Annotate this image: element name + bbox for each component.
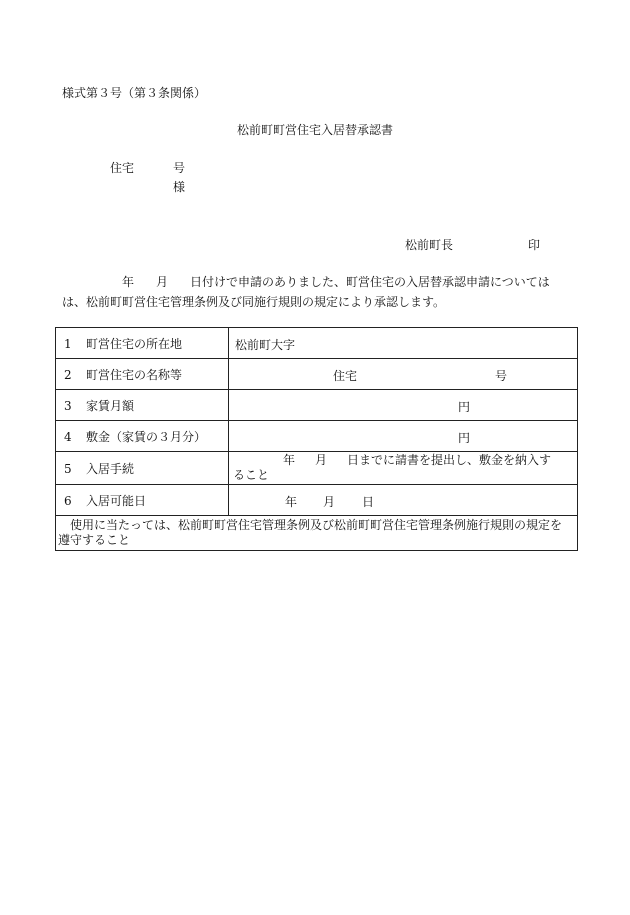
row-label (56, 328, 229, 359)
row-number: 4 (64, 429, 72, 444)
approval-body-text (62, 272, 582, 312)
addressee-number-label: 号 (173, 161, 186, 175)
row-label (56, 359, 229, 390)
document-title: 松前町町営住宅入居替承認書 (236, 123, 393, 137)
row-label (56, 390, 229, 421)
row-label (56, 452, 229, 485)
row-number: 3 (64, 398, 72, 413)
row-label-text: 家賃月額 (86, 398, 135, 413)
row-label (56, 421, 229, 452)
row-label (56, 485, 229, 516)
body-line1-text: 日付けで申請のありました、町営住宅の入居替承認申請については (190, 275, 550, 289)
usage-note: 使用に当たっては、松前町町営住宅管理条例及び松前町町営住宅管理条例施行規則の規定を遵守すること (58, 518, 563, 547)
location-value: 松前町大字 (235, 338, 296, 352)
issuer-name: 松前町長 (405, 238, 454, 252)
row-label-text: 入居可能日 (86, 493, 147, 508)
table-row (56, 516, 578, 551)
body-line-1 (62, 272, 582, 292)
row-value (229, 421, 578, 452)
table-row (56, 359, 578, 390)
body-month: 月 (156, 275, 169, 289)
addressee-housing-label: 住宅 (110, 161, 135, 175)
row-number: 2 (64, 367, 72, 382)
row-number: 6 (64, 493, 72, 508)
procedure-text-line1: 日までに請書を提出し、敷金を納入す (347, 453, 552, 467)
procedure-text (229, 452, 577, 484)
details-table (55, 327, 578, 551)
row-number: 1 (64, 336, 72, 351)
seal-mark: 印 (528, 238, 541, 252)
available-month: 月 (323, 495, 336, 509)
row-number: 5 (64, 461, 72, 476)
body-year: 年 (122, 275, 135, 289)
table-row (56, 421, 578, 452)
form-number: 様式第３号（第３条関係） (62, 86, 207, 100)
body-line-2: は、松前町町営住宅管理条例及び同施行規則の規定により承認します。 (62, 295, 446, 309)
procedure-month: 月 (315, 453, 328, 467)
row-value (229, 485, 578, 516)
table-row (56, 328, 578, 359)
rent-unit: 円 (458, 400, 471, 414)
addressee-honorific: 様 (173, 180, 186, 194)
row-value (229, 452, 578, 485)
table-row (56, 452, 578, 485)
row-label-text: 町営住宅の名称等 (86, 367, 183, 382)
procedure-year: 年 (283, 453, 296, 467)
housing-name-label: 住宅 (333, 369, 358, 383)
deposit-unit: 円 (458, 431, 471, 445)
row-value (229, 359, 578, 390)
row-value (229, 390, 578, 421)
row-label-text: 町営住宅の所在地 (86, 336, 183, 351)
row-value (229, 328, 578, 359)
note-cell (56, 516, 578, 551)
available-day: 日 (362, 495, 375, 509)
row-label-text: 敷金（家賃の３月分） (86, 429, 207, 444)
procedure-text-line2: ること (233, 468, 270, 482)
table-row (56, 390, 578, 421)
housing-number-label: 号 (495, 369, 508, 383)
row-label-text: 入居手続 (86, 461, 135, 476)
available-year: 年 (285, 495, 298, 509)
table-row (56, 485, 578, 516)
